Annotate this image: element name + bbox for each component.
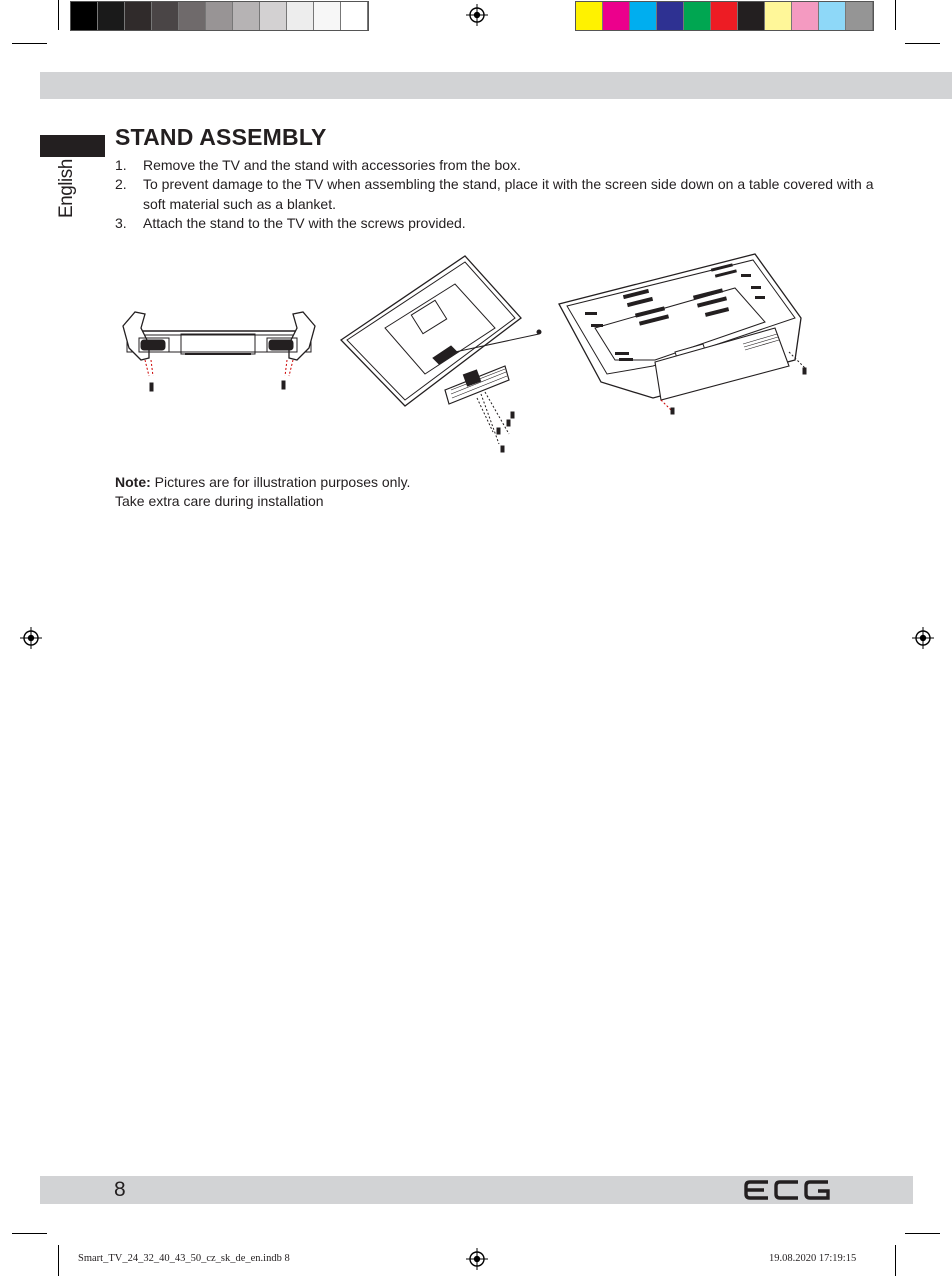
- color-swatch: [206, 2, 233, 30]
- color-swatch: [152, 2, 179, 30]
- color-swatch: [341, 2, 368, 30]
- crop-mark: [895, 0, 896, 30]
- color-swatch: [846, 2, 873, 30]
- logo-text: ECG: [744, 1180, 747, 1181]
- registration-mark-icon: [466, 1248, 488, 1270]
- header-band: [40, 72, 952, 99]
- color-swatch: [819, 2, 846, 30]
- stand-assembly-illustrations: [115, 248, 825, 458]
- crop-mark: [905, 1233, 940, 1234]
- color-swatch: [179, 2, 206, 30]
- color-swatch: [765, 2, 792, 30]
- color-swatch: [125, 2, 152, 30]
- crop-mark: [905, 43, 940, 44]
- color-swatch: [630, 2, 657, 30]
- color-swatch: [314, 2, 341, 30]
- color-swatch: [738, 2, 765, 30]
- tv-back-stand-illustration: [341, 256, 541, 452]
- color-swatch: [657, 2, 684, 30]
- page-title: STAND ASSEMBLY: [115, 124, 327, 150]
- color-swatch: [260, 2, 287, 30]
- note-block: [115, 473, 410, 511]
- slug-date-time: 19.08.2020 17:19:15: [769, 1253, 857, 1264]
- ecg-logo: [744, 1180, 830, 1200]
- crop-mark: [12, 1233, 47, 1234]
- registration-mark-icon: [912, 627, 934, 649]
- process-color-bar: [575, 1, 874, 31]
- color-swatch: [792, 2, 819, 30]
- color-swatch: [576, 2, 603, 30]
- color-swatch: [98, 2, 125, 30]
- color-swatch: [711, 2, 738, 30]
- language-label: English: [56, 159, 77, 218]
- grayscale-color-bar: [70, 1, 369, 31]
- slug-file-name: Smart_TV_24_32_40_43_50_cz_sk_de_en.indb 8: [78, 1253, 290, 1264]
- color-swatch: [233, 2, 260, 30]
- steps-list: [115, 156, 875, 233]
- step-item: 3. Attach the stand to the TV with the screws provided.: [115, 214, 466, 231]
- tv-assembled-illustration: [559, 254, 806, 414]
- registration-mark-icon: [20, 627, 42, 649]
- color-swatch: [71, 2, 98, 30]
- note-line: Take extra care during installation: [115, 493, 324, 509]
- color-swatch: [684, 2, 711, 30]
- color-swatch: [603, 2, 630, 30]
- crop-mark: [895, 1245, 896, 1276]
- crop-mark: [58, 1245, 59, 1276]
- crop-mark: [58, 0, 59, 30]
- step-item: 2. To prevent damage to the TV when assembling the stand, place it with the screen side down on a table covered with a soft material such as a blanket.: [115, 176, 874, 212]
- language-tab: [40, 135, 105, 157]
- tv-front-view-illustration: [123, 312, 315, 391]
- crop-mark: [12, 43, 47, 44]
- step-item: 1. Remove the TV and the stand with accessories from the box.: [115, 157, 521, 173]
- note-label: Note:: [115, 474, 151, 490]
- registration-mark-icon: [466, 4, 488, 26]
- page-number: 8: [114, 1178, 126, 1201]
- color-swatch: [287, 2, 314, 30]
- note-text: Pictures are for illustration purposes only.: [150, 474, 411, 490]
